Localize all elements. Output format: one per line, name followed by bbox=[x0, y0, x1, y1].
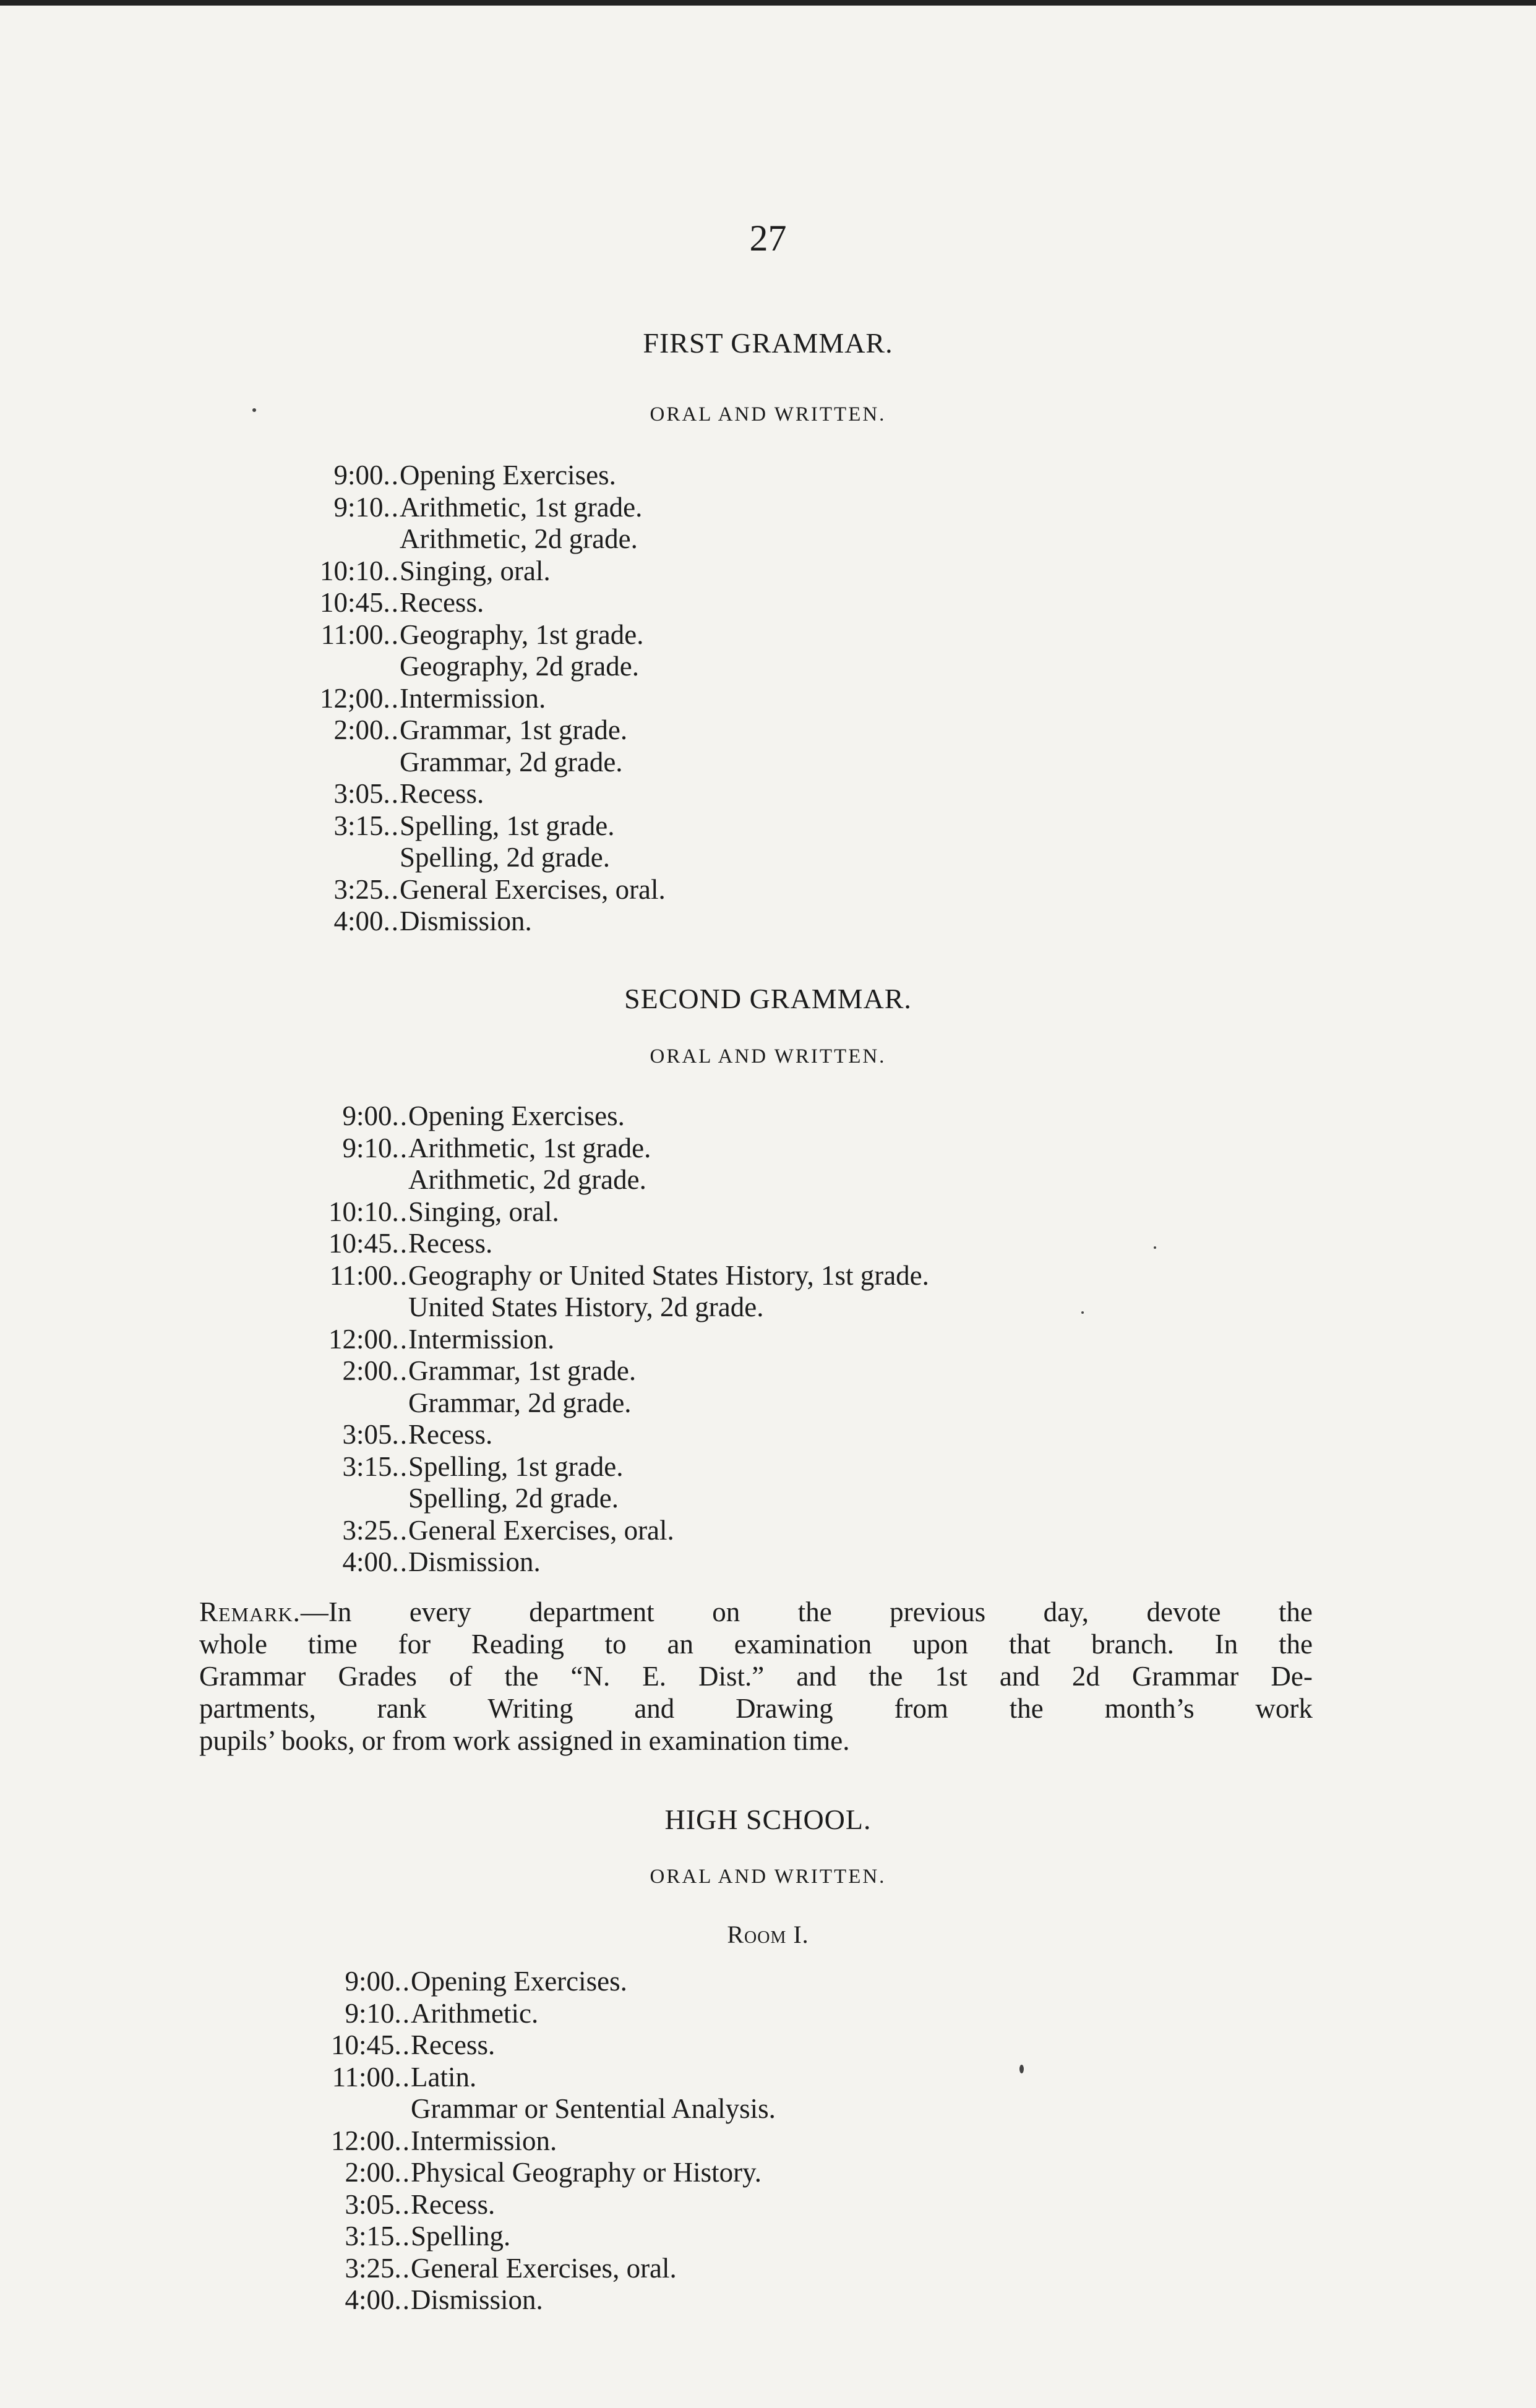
section-subtitle-second-grammar: ORAL AND WRITTEN. bbox=[650, 1045, 886, 1068]
schedule-subject: Spelling. bbox=[411, 2221, 511, 2252]
remark-line bbox=[199, 1628, 1313, 1660]
schedule-subject: Recess. bbox=[408, 1228, 493, 1259]
schedule-subject: Dismission. bbox=[408, 1546, 541, 1577]
schedule-subject: Arithmetic, 2d grade. bbox=[400, 523, 638, 554]
remark-word: work bbox=[1255, 1693, 1313, 1724]
leader-dots: .. bbox=[394, 2157, 411, 2188]
schedule-time: 4:00.. bbox=[333, 906, 400, 936]
schedule-subject: Arithmetic. bbox=[411, 1997, 539, 2029]
schedule-subject: Recess. bbox=[408, 1419, 493, 1450]
schedule-subject: Geography, 2d grade. bbox=[400, 651, 639, 682]
page-number: 27 bbox=[749, 218, 787, 259]
leader-dots: .. bbox=[383, 906, 400, 936]
schedule-time: 9:00.. bbox=[333, 460, 400, 491]
remark-word: department bbox=[529, 1596, 654, 1627]
schedule-time: 3:25.. bbox=[345, 2252, 411, 2284]
schedule-time: 12:00.. bbox=[330, 2125, 411, 2156]
schedule-subject: Singing, oral. bbox=[408, 1196, 559, 1227]
schedule-time: 9:10.. bbox=[342, 1132, 408, 1163]
remark-word: Drawing bbox=[736, 1693, 833, 1724]
remark-word: pupils’ books, or from work assigned in examination time. bbox=[199, 1725, 850, 1756]
schedule-time: 3:15.. bbox=[333, 810, 400, 841]
leader-dots: .. bbox=[394, 1966, 411, 1997]
schedule-subject: Opening Exercises. bbox=[411, 1966, 627, 1997]
remark-word: “N. bbox=[570, 1661, 611, 1692]
leader-dots: .. bbox=[392, 1228, 408, 1259]
schedule-time: 3:05.. bbox=[342, 1419, 408, 1450]
schedule-time: 9:00.. bbox=[342, 1100, 408, 1131]
remark-word: Grammar bbox=[1131, 1661, 1239, 1692]
schedule-time: 3:25.. bbox=[342, 1514, 408, 1546]
schedule-subject: Spelling, 2d grade. bbox=[400, 842, 610, 873]
leader-dots: .. bbox=[383, 460, 400, 491]
leader-dots: .. bbox=[392, 1419, 408, 1450]
remark-word: the bbox=[504, 1661, 539, 1692]
schedule-time: 11:00.. bbox=[332, 2061, 411, 2093]
remark-word: from bbox=[894, 1693, 948, 1724]
schedule-subject: Spelling, 1st grade. bbox=[400, 810, 615, 841]
schedule-time: 4:00.. bbox=[342, 1546, 408, 1577]
remark-word: to bbox=[604, 1629, 627, 1660]
remark-word: 1st bbox=[935, 1661, 968, 1692]
schedule-subject: Grammar, 2d grade. bbox=[400, 746, 623, 778]
print-speck bbox=[1019, 2065, 1024, 2073]
schedule-time: 11:00.. bbox=[329, 1259, 408, 1291]
remark-word: and bbox=[796, 1661, 837, 1692]
remark-word: 2d bbox=[1071, 1661, 1100, 1692]
leader-dots: .. bbox=[392, 1100, 408, 1131]
room-title: Room I. bbox=[727, 1921, 809, 1948]
schedule-subject: Geography, 1st grade. bbox=[400, 619, 644, 650]
schedule-subject: Geography or United States History, 1st grade. bbox=[408, 1259, 929, 1291]
remark-word: every bbox=[409, 1596, 471, 1627]
schedule-time: 9:10.. bbox=[345, 1997, 411, 2029]
schedule-subject: Intermission. bbox=[411, 2125, 557, 2156]
schedule-time: 3:15.. bbox=[345, 2221, 411, 2252]
section-subtitle-first-grammar: ORAL AND WRITTEN. bbox=[650, 403, 886, 426]
remark-word: rank bbox=[377, 1693, 427, 1724]
schedule-subject: Intermission. bbox=[400, 682, 546, 714]
leader-dots: .. bbox=[392, 1546, 408, 1577]
schedule-time: 9:10.. bbox=[333, 491, 400, 523]
leader-dots: .. bbox=[394, 1997, 411, 2029]
schedule-time: 3:05.. bbox=[345, 2188, 411, 2220]
remark-word: partments, bbox=[199, 1693, 316, 1724]
schedule-subject: General Exercises, oral. bbox=[408, 1514, 674, 1546]
remark-word: De- bbox=[1271, 1661, 1313, 1692]
schedule-time: 10:45.. bbox=[328, 1228, 408, 1259]
leader-dots: .. bbox=[383, 587, 400, 618]
leader-dots: .. bbox=[383, 491, 400, 523]
schedule-subject: Dismission. bbox=[411, 2284, 543, 2315]
remark-lead: Remark.—In bbox=[199, 1596, 352, 1627]
section-subtitle-high-school: ORAL AND WRITTEN. bbox=[650, 1866, 886, 1888]
schedule-subject: Opening Exercises. bbox=[408, 1100, 625, 1131]
remark-word: month’s bbox=[1104, 1693, 1195, 1724]
schedule-time: 10:10.. bbox=[328, 1196, 408, 1227]
remark-word: the bbox=[1009, 1693, 1044, 1724]
remark-word: the bbox=[797, 1596, 832, 1627]
schedule-subject: General Exercises, oral. bbox=[411, 2252, 677, 2284]
remark-label: Remark. bbox=[199, 1596, 301, 1627]
remark-word: of bbox=[448, 1661, 473, 1692]
print-speck bbox=[252, 408, 256, 412]
leader-dots: .. bbox=[394, 2252, 411, 2284]
schedule-time: 9:00.. bbox=[345, 1966, 411, 1997]
schedule-subject: Spelling, 2d grade. bbox=[408, 1483, 619, 1514]
remark-word: that bbox=[1008, 1629, 1051, 1660]
leader-dots: .. bbox=[392, 1132, 408, 1163]
section-title-high-school: HIGH SCHOOL. bbox=[664, 1804, 872, 1835]
remark-word: and bbox=[634, 1693, 675, 1724]
schedule-subject: Recess. bbox=[411, 2188, 496, 2220]
schedule-time: 11:00.. bbox=[320, 619, 400, 650]
remark-word: examination bbox=[734, 1629, 872, 1660]
leader-dots: .. bbox=[383, 873, 400, 905]
schedule-subject: Physical Geography or History. bbox=[411, 2157, 762, 2188]
leader-dots: .. bbox=[383, 619, 400, 650]
leader-dots: .. bbox=[394, 2188, 411, 2220]
schedule-time: 2:00.. bbox=[333, 714, 400, 745]
remark-word: the bbox=[1278, 1596, 1313, 1627]
schedule-subject: Recess. bbox=[400, 587, 484, 618]
remark-word: previous bbox=[890, 1596, 986, 1627]
remark-word: upon bbox=[912, 1629, 969, 1660]
schedule-time: 3:15.. bbox=[342, 1450, 408, 1482]
remark-word: Reading bbox=[471, 1629, 564, 1660]
remark-word: on bbox=[712, 1596, 740, 1627]
leader-dots: .. bbox=[383, 810, 400, 841]
print-speck bbox=[1154, 1246, 1156, 1249]
leader-dots: .. bbox=[394, 2029, 411, 2060]
remark-word: an bbox=[667, 1629, 693, 1660]
leader-dots: .. bbox=[392, 1355, 408, 1386]
schedule-subject: Opening Exercises. bbox=[400, 460, 616, 491]
schedule-subject: Grammar, 2d grade. bbox=[408, 1387, 632, 1418]
schedule-subject: Arithmetic, 1st grade. bbox=[400, 491, 643, 523]
leader-dots: .. bbox=[383, 555, 400, 586]
remark-line bbox=[199, 1596, 1313, 1628]
remark-word: Grammar bbox=[199, 1661, 306, 1692]
schedule-subject: Spelling, 1st grade. bbox=[408, 1450, 624, 1482]
leader-dots: .. bbox=[392, 1450, 408, 1482]
schedule-subject: Latin. bbox=[411, 2061, 477, 2093]
schedule-subject: United States History, 2d grade. bbox=[408, 1292, 764, 1322]
remark-word: E. bbox=[642, 1661, 666, 1692]
schedule-time: 3:25.. bbox=[333, 873, 400, 905]
schedule-subject: Singing, oral. bbox=[400, 555, 551, 586]
remark-paragraph bbox=[199, 1596, 1313, 1757]
remark-word: branch. bbox=[1091, 1629, 1174, 1660]
schedule-time: 4:00.. bbox=[345, 2284, 411, 2315]
schedule-time: 10:10.. bbox=[319, 555, 400, 586]
leader-dots: .. bbox=[392, 1259, 408, 1291]
remark-word: day, bbox=[1043, 1596, 1089, 1627]
leader-dots: .. bbox=[394, 2125, 411, 2156]
schedule-subject: Arithmetic, 2d grade. bbox=[408, 1164, 646, 1195]
remark-word: and bbox=[999, 1661, 1040, 1692]
schedule-subject: Grammar or Sentential Analysis. bbox=[411, 2093, 776, 2124]
schedule-time: 2:00.. bbox=[345, 2157, 411, 2188]
schedule-time: 2:00.. bbox=[342, 1355, 408, 1386]
schedule-time: 10:45.. bbox=[330, 2029, 411, 2060]
leader-dots: .. bbox=[392, 1514, 408, 1546]
section-title-second-grammar: SECOND GRAMMAR. bbox=[624, 983, 912, 1014]
remark-line bbox=[199, 1692, 1313, 1725]
remark-word: Writing bbox=[487, 1693, 573, 1724]
remark-word: for bbox=[398, 1629, 431, 1660]
leader-dots: .. bbox=[392, 1323, 408, 1355]
remark-line bbox=[199, 1725, 1313, 1757]
remark-word: time bbox=[307, 1629, 358, 1660]
schedule-subject: Recess. bbox=[400, 778, 484, 809]
remark-word: devote bbox=[1146, 1596, 1221, 1627]
schedule-subject: Recess. bbox=[411, 2029, 496, 2060]
schedule-subject: General Exercises, oral. bbox=[400, 873, 666, 905]
schedule-subject: Grammar, 1st grade. bbox=[408, 1355, 637, 1386]
remark-line bbox=[199, 1660, 1313, 1692]
schedule-subject: Grammar, 1st grade. bbox=[400, 714, 628, 745]
leader-dots: .. bbox=[383, 682, 400, 714]
schedule-time: 10:45.. bbox=[319, 587, 400, 618]
schedule-subject: Dismission. bbox=[400, 906, 532, 936]
leader-dots: .. bbox=[383, 778, 400, 809]
remark-word: Dist.” bbox=[698, 1661, 765, 1692]
remark-word: In bbox=[1214, 1629, 1238, 1660]
leader-dots: .. bbox=[394, 2221, 411, 2252]
schedule-time: 3:05.. bbox=[333, 778, 400, 809]
leader-dots: .. bbox=[392, 1196, 408, 1227]
schedule-subject: Arithmetic, 1st grade. bbox=[408, 1132, 651, 1163]
leader-dots: .. bbox=[383, 714, 400, 745]
schedule-time: 12;00.. bbox=[319, 682, 400, 714]
schedule-time: 12:00.. bbox=[328, 1323, 408, 1355]
remark-word: the bbox=[1278, 1629, 1313, 1660]
schedule-subject: Intermission. bbox=[408, 1323, 555, 1355]
leader-dots: .. bbox=[394, 2284, 411, 2315]
remark-word: the bbox=[869, 1661, 903, 1692]
remark-word: Grades bbox=[338, 1661, 417, 1692]
leader-dots: .. bbox=[394, 2061, 411, 2093]
section-title-first-grammar: FIRST GRAMMAR. bbox=[643, 327, 893, 359]
remark-word: whole bbox=[199, 1629, 267, 1660]
print-speck bbox=[1081, 1311, 1084, 1314]
